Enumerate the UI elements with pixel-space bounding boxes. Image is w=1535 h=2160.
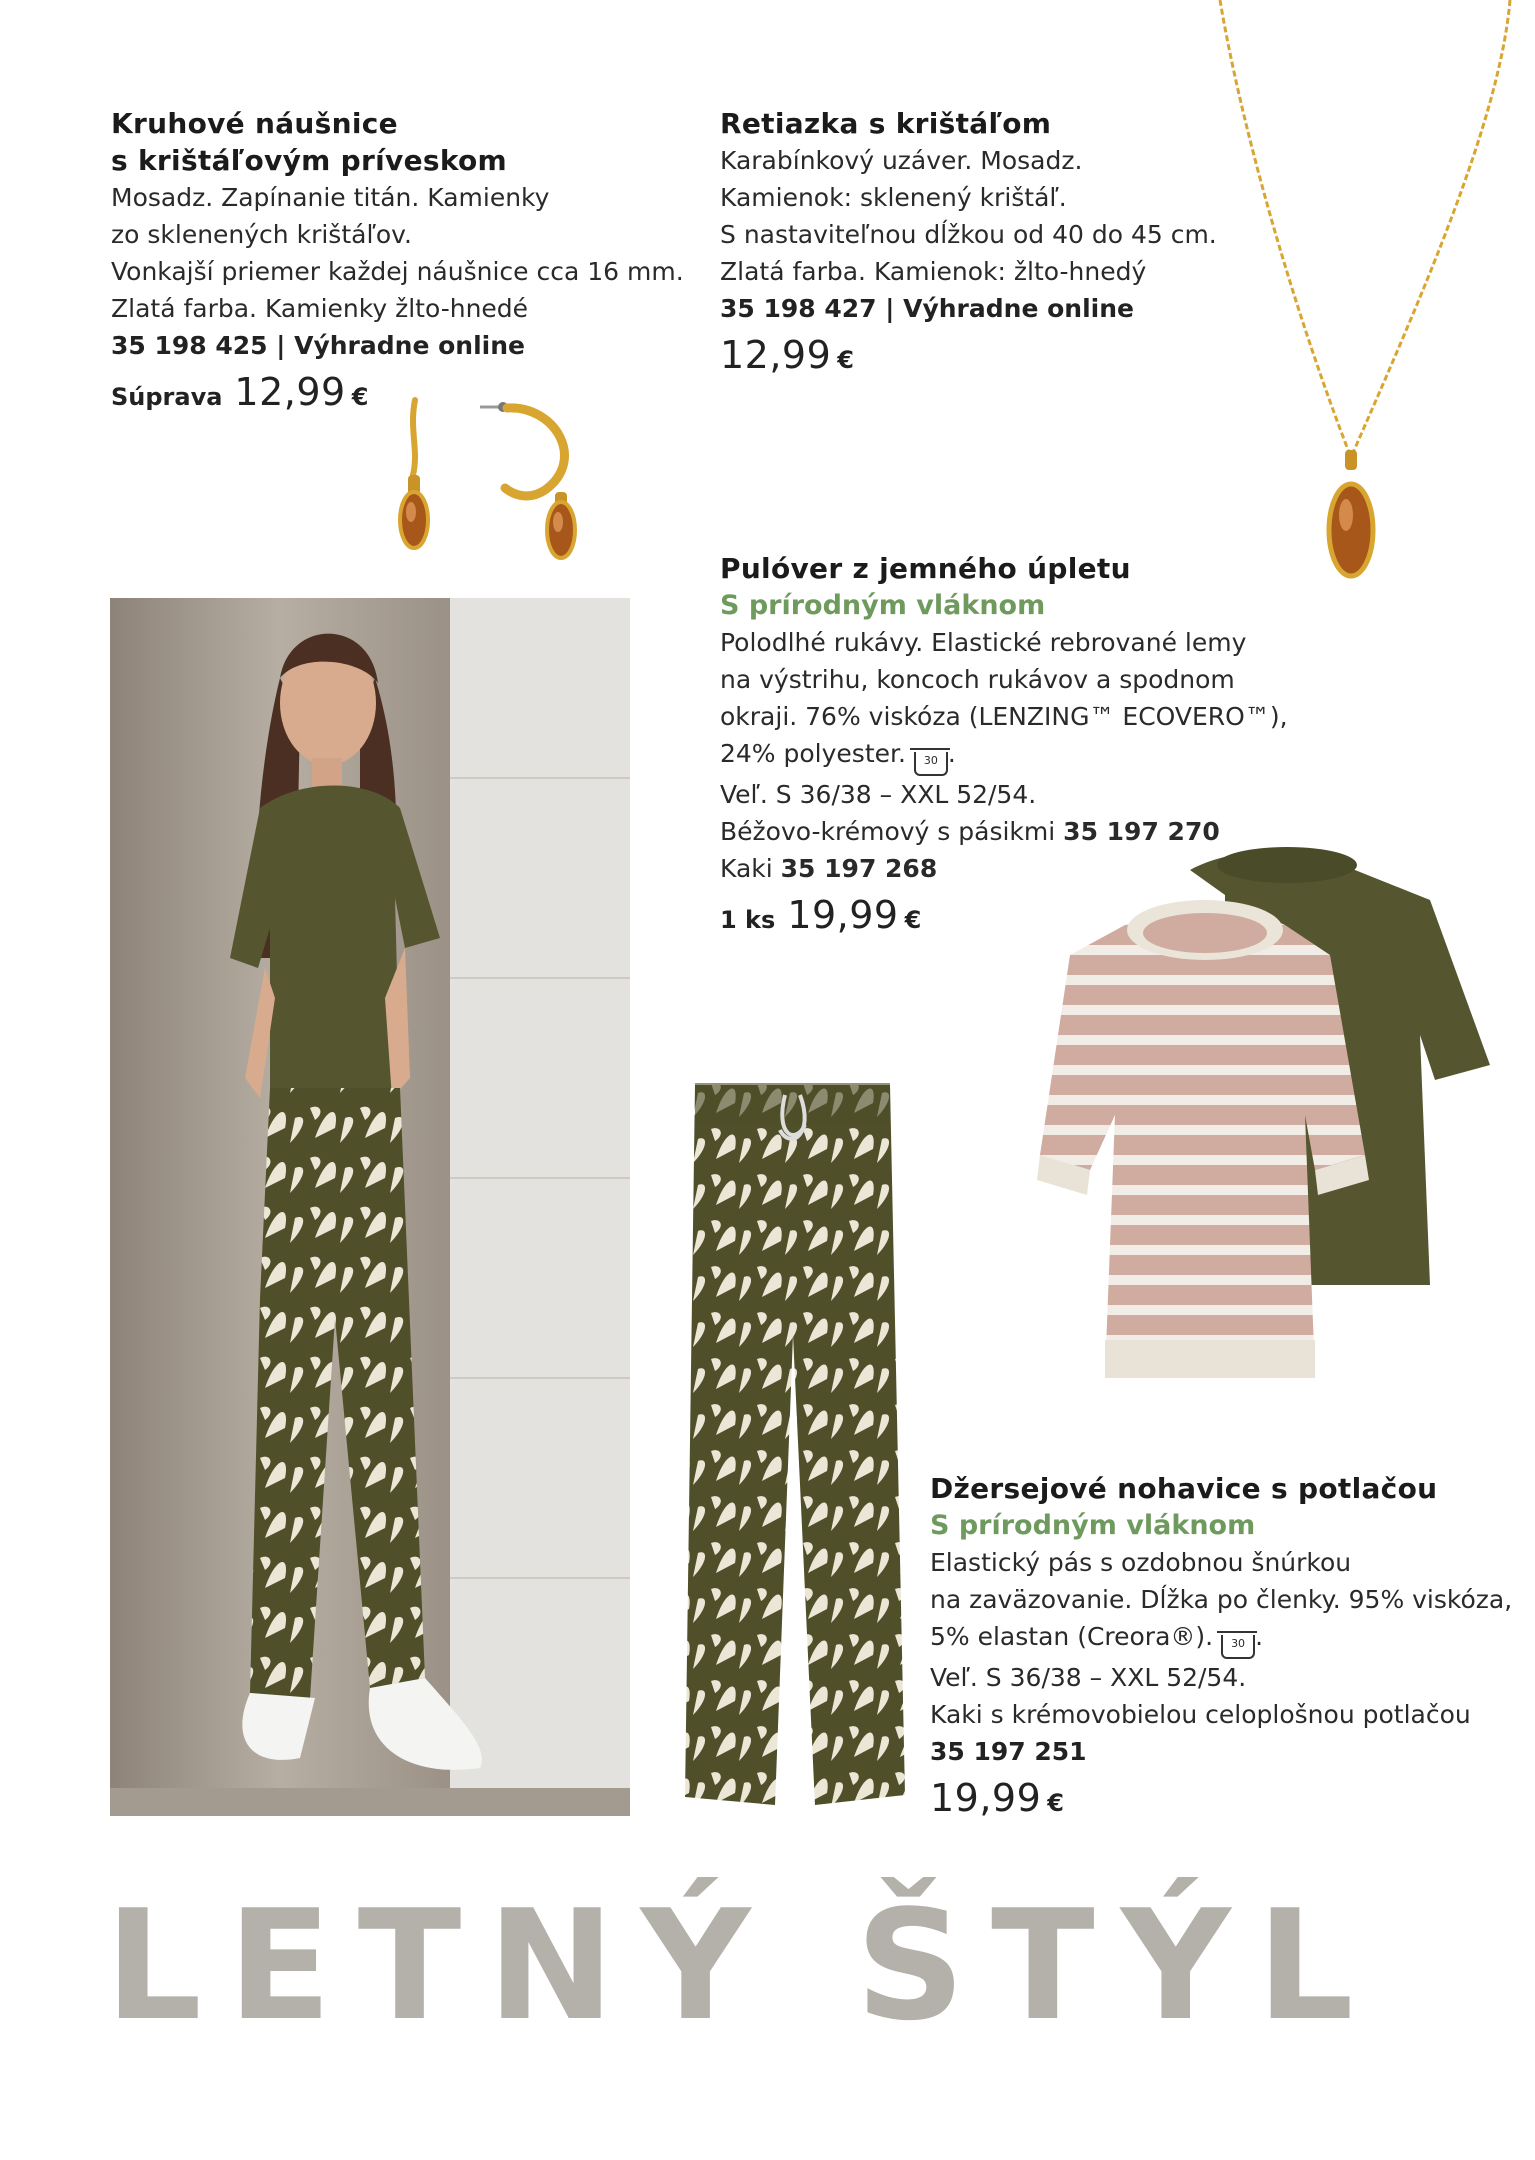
necklace-title: Retiazka s krištáľom xyxy=(720,107,1052,140)
trousers-desc-3: 5% elastan (Creora®). 30 . xyxy=(930,1618,1530,1659)
trousers-currency: € xyxy=(1047,1789,1064,1817)
necklace-desc-4: Zlatá farba. Kamienok: žlto-hnedý xyxy=(720,257,1147,286)
pullover-currency: € xyxy=(904,906,922,934)
pullover-desc-3: okraji. 76% viskóza (LENZING™ ECOVERO™), xyxy=(720,702,1288,731)
trousers-sizes: Veľ. S 36/38 – XXL 52/54. xyxy=(930,1663,1247,1692)
trousers-price: 19,99 xyxy=(930,1776,1042,1820)
necklace-desc-2: Kamienok: sklenený krištáľ. xyxy=(720,183,1067,212)
trousers-code: 35 197 251 xyxy=(930,1737,1087,1766)
earrings-price-label: Súprava xyxy=(111,383,223,411)
earrings-desc-4: Zlatá farba. Kamienky žlto-hnedé xyxy=(111,294,529,323)
wash-30-icon: 30 xyxy=(914,752,948,776)
pullover-subtitle: S prírodným vláknom xyxy=(720,590,1046,621)
wash-30-icon: 30 xyxy=(1221,1635,1255,1659)
trousers-material: 5% elastan (Creora®). xyxy=(930,1622,1214,1651)
pullover-desc-4: 24% polyester. 30 . xyxy=(720,735,1320,776)
pullover-variant-1-code: 35 197 270 xyxy=(1063,817,1220,846)
earrings-desc-2: zo sklenených krištáľov. xyxy=(111,220,412,249)
necklace-desc-1: Karabínkový uzáver. Mosadz. xyxy=(720,146,1083,175)
earrings-desc-1: Mosadz. Zapínanie titán. Kamienky xyxy=(111,183,550,212)
pullover-sizes: Veľ. S 36/38 – XXL 52/54. xyxy=(720,780,1037,809)
necklace-info xyxy=(720,105,1280,379)
pullover-variant-2-code: 35 197 268 xyxy=(780,854,938,883)
earrings-title: Kruhové náušnice xyxy=(111,107,398,140)
earrings-code: 35 198 425 | Výhradne online xyxy=(111,331,525,360)
earrings-currency: € xyxy=(351,383,369,411)
trousers-color: Kaki s krémovobielou celoplošnou potlačou xyxy=(930,1700,1471,1729)
trousers-subtitle: S prírodným vláknom xyxy=(930,1510,1256,1541)
necklace-image xyxy=(1200,0,1530,590)
earrings-info xyxy=(111,105,691,416)
necklace-price-row xyxy=(720,333,1280,379)
earrings-desc-3: Vonkajší priemer každej náušnice cca 16 mm. xyxy=(111,257,684,286)
pullover-price-label: 1 ks xyxy=(720,906,776,934)
necklace-code: 35 198 427 | Výhradne online xyxy=(720,294,1134,323)
pullover-title: Pulóver z jemného úpletu xyxy=(720,552,1131,585)
earrings-title-line2: s krištáľovým príveskom xyxy=(111,144,508,177)
page-headline: LETNÝ ŠTÝL xyxy=(105,1877,1380,2054)
model-photo xyxy=(110,598,630,1816)
trousers-title: Džersejové nohavice s potlačou xyxy=(930,1472,1438,1505)
pullover-image xyxy=(1025,835,1495,1390)
trousers-desc-2: na zaväzovanie. Dĺžka po členky. 95% viskóza, xyxy=(930,1585,1513,1614)
necklace-desc-3: S nastaviteľnou dĺžkou od 40 do 45 cm. xyxy=(720,220,1217,249)
earrings-image xyxy=(395,390,605,580)
pullover-material: 24% polyester. xyxy=(720,739,906,768)
earrings-price: 12,99 xyxy=(234,370,346,414)
pullover-desc-1: Polodlhé rukávy. Elastické rebrované lemy xyxy=(720,628,1247,657)
trousers-info xyxy=(930,1470,1530,1822)
pullover-variant-1-name: Béžovo-krémový s pásikmi xyxy=(720,817,1056,846)
pullover-desc-2: na výstrihu, koncoch rukávov a spodnom xyxy=(720,665,1235,694)
pullover-price: 19,99 xyxy=(787,893,899,937)
trousers-desc-1: Elastický pás s ozdobnou šnúrkou xyxy=(930,1548,1352,1577)
trousers-image xyxy=(665,1075,925,1825)
trousers-price-row xyxy=(930,1776,1530,1822)
necklace-currency: € xyxy=(837,346,854,374)
pullover-variant-2-name: Kaki xyxy=(720,854,773,883)
necklace-price: 12,99 xyxy=(720,333,832,377)
